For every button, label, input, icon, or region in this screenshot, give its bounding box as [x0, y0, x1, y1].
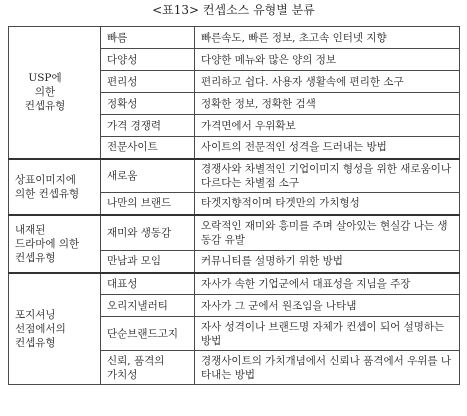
subtype-cell: 전문사이트	[101, 137, 195, 159]
description-cell: 경쟁사이트의 가치개념에서 신뢰나 품격에서 우위를 나타내는 방법	[195, 351, 460, 385]
type-label: 내재된 드라마에 의한 컨셉유형	[15, 223, 80, 264]
type-cell	[9, 273, 101, 385]
subtype-cell: 편리성	[101, 71, 195, 93]
table-row	[9, 273, 460, 295]
subtype-cell: 나만의 브랜드	[101, 193, 195, 215]
description-cell: 가격면에서 우위확보	[195, 115, 460, 137]
subtype-cell: 빠름	[101, 27, 195, 49]
subtype-cell: 재미와 생동감	[101, 215, 195, 251]
description-cell: 자사 성격이나 브랜드명 자체가 컨셉이 되어 설명하는 방법	[195, 317, 460, 351]
subtype-cell: 다양성	[101, 49, 195, 71]
table-row	[9, 215, 460, 251]
type-cell	[9, 215, 101, 273]
type-label: USP에 의한 컨셉유형	[24, 72, 66, 113]
description-cell: 정확한 정보, 정확한 검색	[195, 93, 460, 115]
table-caption: <표13> 컨셉소스 유형별 분류	[152, 3, 315, 17]
description-cell: 다양한 메뉴와 많은 양의 정보	[195, 49, 460, 71]
description-cell: 경쟁사와 차별적인 기업이미지 형성을 위한 새로움이나 다르다는 차별점 소구	[195, 159, 460, 193]
description-cell: 오락적인 재미와 흥미를 주며 살아있는 현실감 나는 생동감 유발	[195, 215, 460, 251]
type-label: 상표이미지에 의한 컨셉유형	[15, 173, 80, 200]
description-cell: 자사가 그 군에서 원조임을 나타냄	[195, 295, 460, 317]
table-row	[9, 27, 460, 49]
subtype-cell: 오리지낼러티	[101, 295, 195, 317]
concept-source-table	[8, 26, 460, 385]
description-cell: 커뮤니티를 설명하기 위한 방법	[195, 251, 460, 273]
table-row	[9, 159, 460, 193]
subtype-cell: 단순브랜드고지	[101, 317, 195, 351]
subtype-cell: 정확성	[101, 93, 195, 115]
description-cell: 빠른속도, 빠른 정보, 초고속 인터넷 지향	[195, 27, 460, 49]
subtype-cell: 신뢰, 품격의 가치성	[101, 351, 195, 385]
type-label: 포지셔닝 선점에서의 컨셉유형	[15, 308, 66, 349]
subtype-cell: 만남과 모임	[101, 251, 195, 273]
description-cell: 자사가 속한 기업군에서 대표성을 지님을 주장	[195, 273, 460, 295]
subtype-cell: 새로움	[101, 159, 195, 193]
type-cell	[9, 27, 101, 159]
subtype-cell: 대표성	[101, 273, 195, 295]
subtype-cell: 가격 경쟁력	[101, 115, 195, 137]
description-cell: 타겟지향적이며 타겟만의 가치형성	[195, 193, 460, 215]
description-cell: 사이트의 전문적인 성격을 드러내는 방법	[195, 137, 460, 159]
type-cell	[9, 159, 101, 215]
description-cell: 편리하고 쉽다. 사용자 생활속에 편리한 소구	[195, 71, 460, 93]
